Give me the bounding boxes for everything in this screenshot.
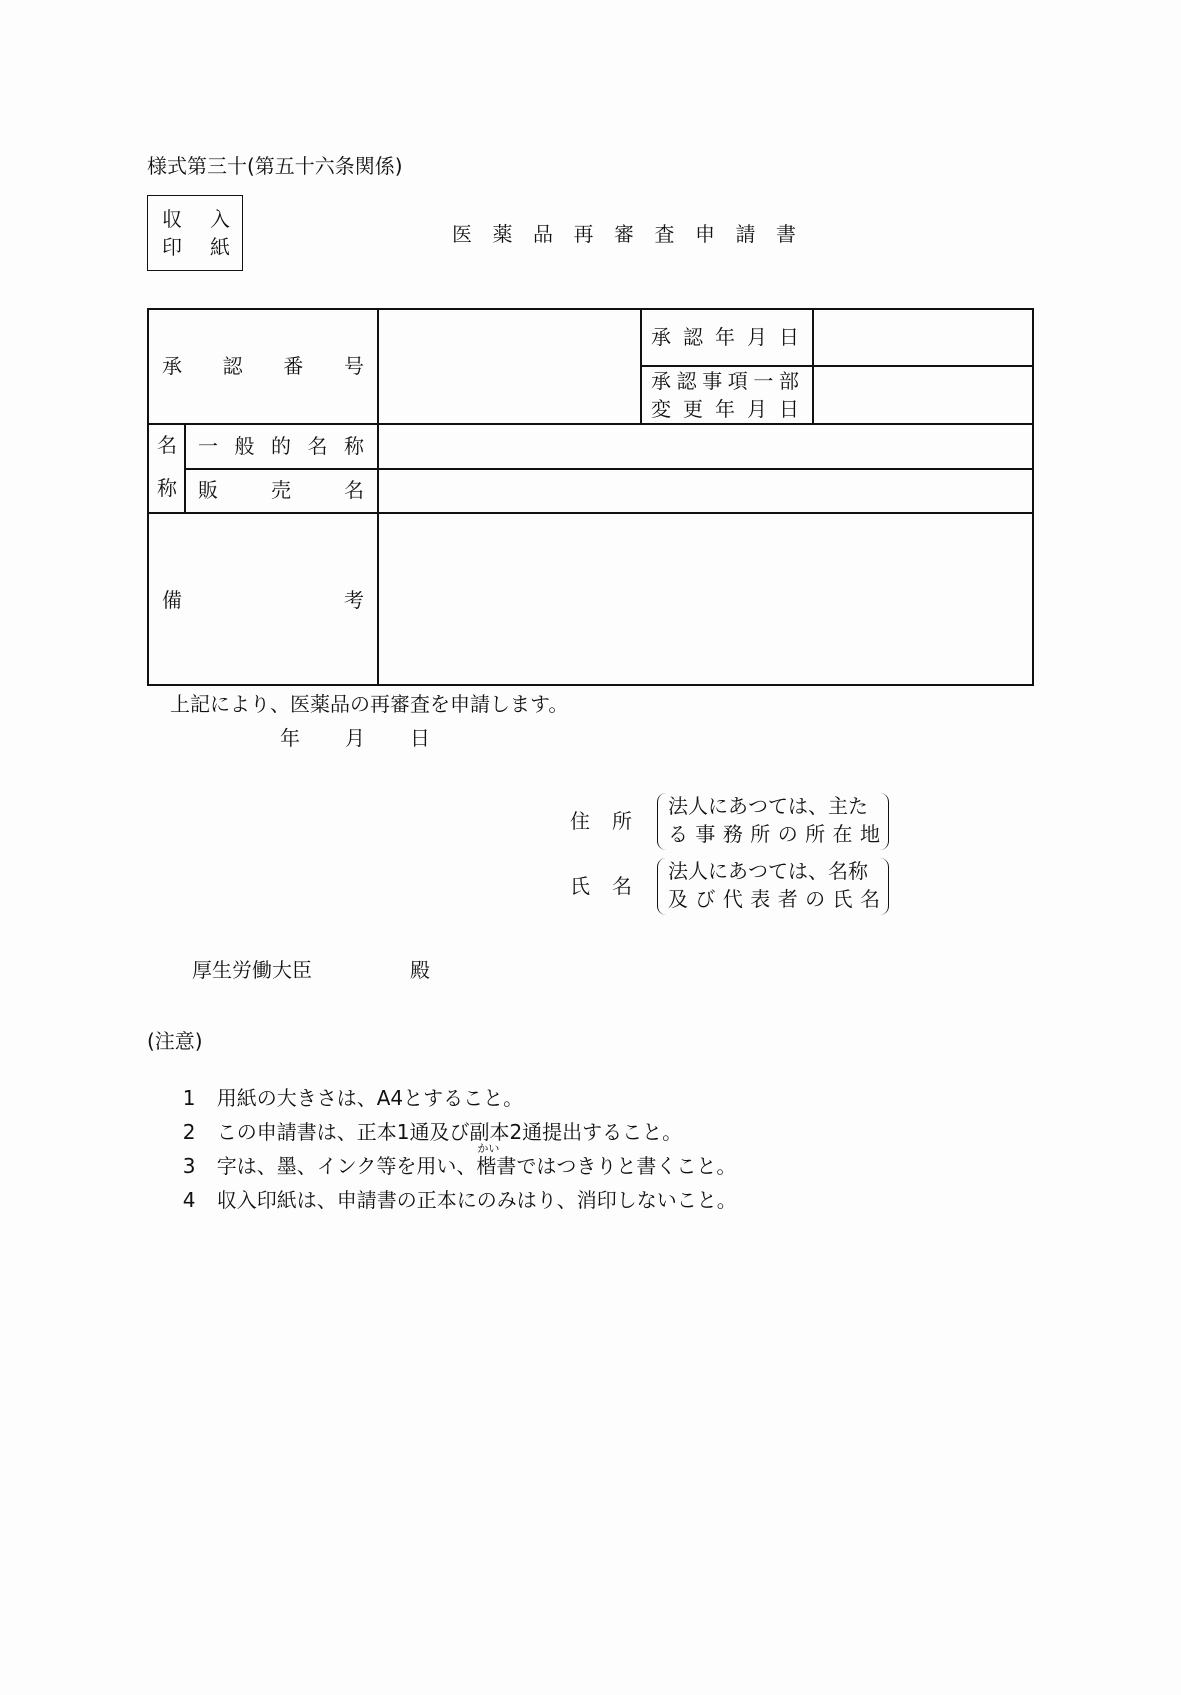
notes-item-text-after: 書ではつきりと書くこと。 xyxy=(496,1154,737,1178)
name-group-label-bottom: 称 xyxy=(157,476,177,500)
notes-item-text: この申請書は、正本1通及び副本2通提出すること。 xyxy=(216,1120,683,1144)
remarks-label: 備 考 xyxy=(162,588,364,612)
date-day-label: 日 xyxy=(410,726,430,750)
notes-item-number: 2 xyxy=(182,1120,196,1144)
approval-number-label: 承 認 番 号 xyxy=(162,354,364,378)
addressee-honorific: 殿 xyxy=(410,958,430,982)
stamp-label-row-2 xyxy=(162,236,230,258)
address-label-char: 所 xyxy=(612,809,632,833)
date-year-label: 年 xyxy=(280,726,300,750)
form-identifier: 様式第三十(第五十六条関係) xyxy=(147,154,403,178)
approval-number-field[interactable] xyxy=(379,310,639,422)
declaration-statement: 上記により、医薬品の再審査を申請します。 xyxy=(170,692,569,716)
address-label-char: 住 xyxy=(570,809,590,833)
stamp-char: 印 xyxy=(162,235,182,259)
ruby-base: 楷 xyxy=(476,1154,497,1178)
revenue-stamp-box xyxy=(147,195,243,271)
stamp-char: 収 xyxy=(162,207,182,231)
notes-heading: (注意) xyxy=(147,1029,203,1053)
name-note-line2: 及 び 代 表 者 の 氏 名 xyxy=(668,887,880,911)
notes-item-number: 4 xyxy=(182,1188,196,1212)
addressee-minister: 厚生労働大臣 xyxy=(192,958,312,982)
notes-item-text-before: 字は、墨、インク等を用い、 xyxy=(216,1154,477,1178)
notes-item-number: 3 xyxy=(182,1154,196,1178)
approval-date-field[interactable] xyxy=(814,310,1031,364)
name-label-char: 名 xyxy=(612,874,632,898)
notes-item-text: 収入印紙は、申請書の正本にのみはり、消印しないこと。 xyxy=(216,1188,737,1212)
document-title: 医薬品再審査申請書 xyxy=(452,222,817,246)
partial-change-date-field[interactable] xyxy=(814,367,1031,422)
stamp-char: 入 xyxy=(210,207,230,231)
stamp-label-row-1 xyxy=(162,208,230,230)
brand-name-label: 販 売 名 xyxy=(198,478,364,502)
date-month-label: 月 xyxy=(345,726,365,750)
table-border-left xyxy=(147,308,149,686)
table-divider xyxy=(184,423,186,513)
table-border-right xyxy=(1032,308,1034,686)
name-group-label-top: 名 xyxy=(157,433,177,457)
brand-name-field[interactable] xyxy=(379,470,1031,511)
address-note-line1: 法人にあつては、主た xyxy=(668,794,868,818)
table-border-bottom xyxy=(147,684,1034,686)
stamp-char: 紙 xyxy=(210,235,230,259)
name-note-line1: 法人にあつては、名称 xyxy=(668,859,868,883)
notes-item-number: 1 xyxy=(182,1086,196,1110)
approval-date-label: 承 認 年 月 日 xyxy=(651,325,799,349)
notes-item xyxy=(170,1167,737,1211)
address-note-line2: る 事 務 所 の 所 在 地 xyxy=(668,822,880,846)
generic-name-field[interactable] xyxy=(379,425,1031,467)
partial-change-label-line1: 承 認 事 項 一 部 xyxy=(651,369,799,393)
table-divider xyxy=(640,308,642,424)
address-note-parentheses xyxy=(657,793,889,850)
partial-change-label-line2: 変 更 年 月 日 xyxy=(651,397,799,421)
ruby-reading: かい xyxy=(477,1142,500,1155)
notes-item-text: 用紙の大きさは、A4とすること。 xyxy=(216,1086,524,1110)
name-note-parentheses xyxy=(657,858,889,915)
remarks-field[interactable] xyxy=(379,514,1031,683)
name-label-char: 氏 xyxy=(570,874,590,898)
generic-name-label: 一 般 的 名 称 xyxy=(198,434,364,458)
